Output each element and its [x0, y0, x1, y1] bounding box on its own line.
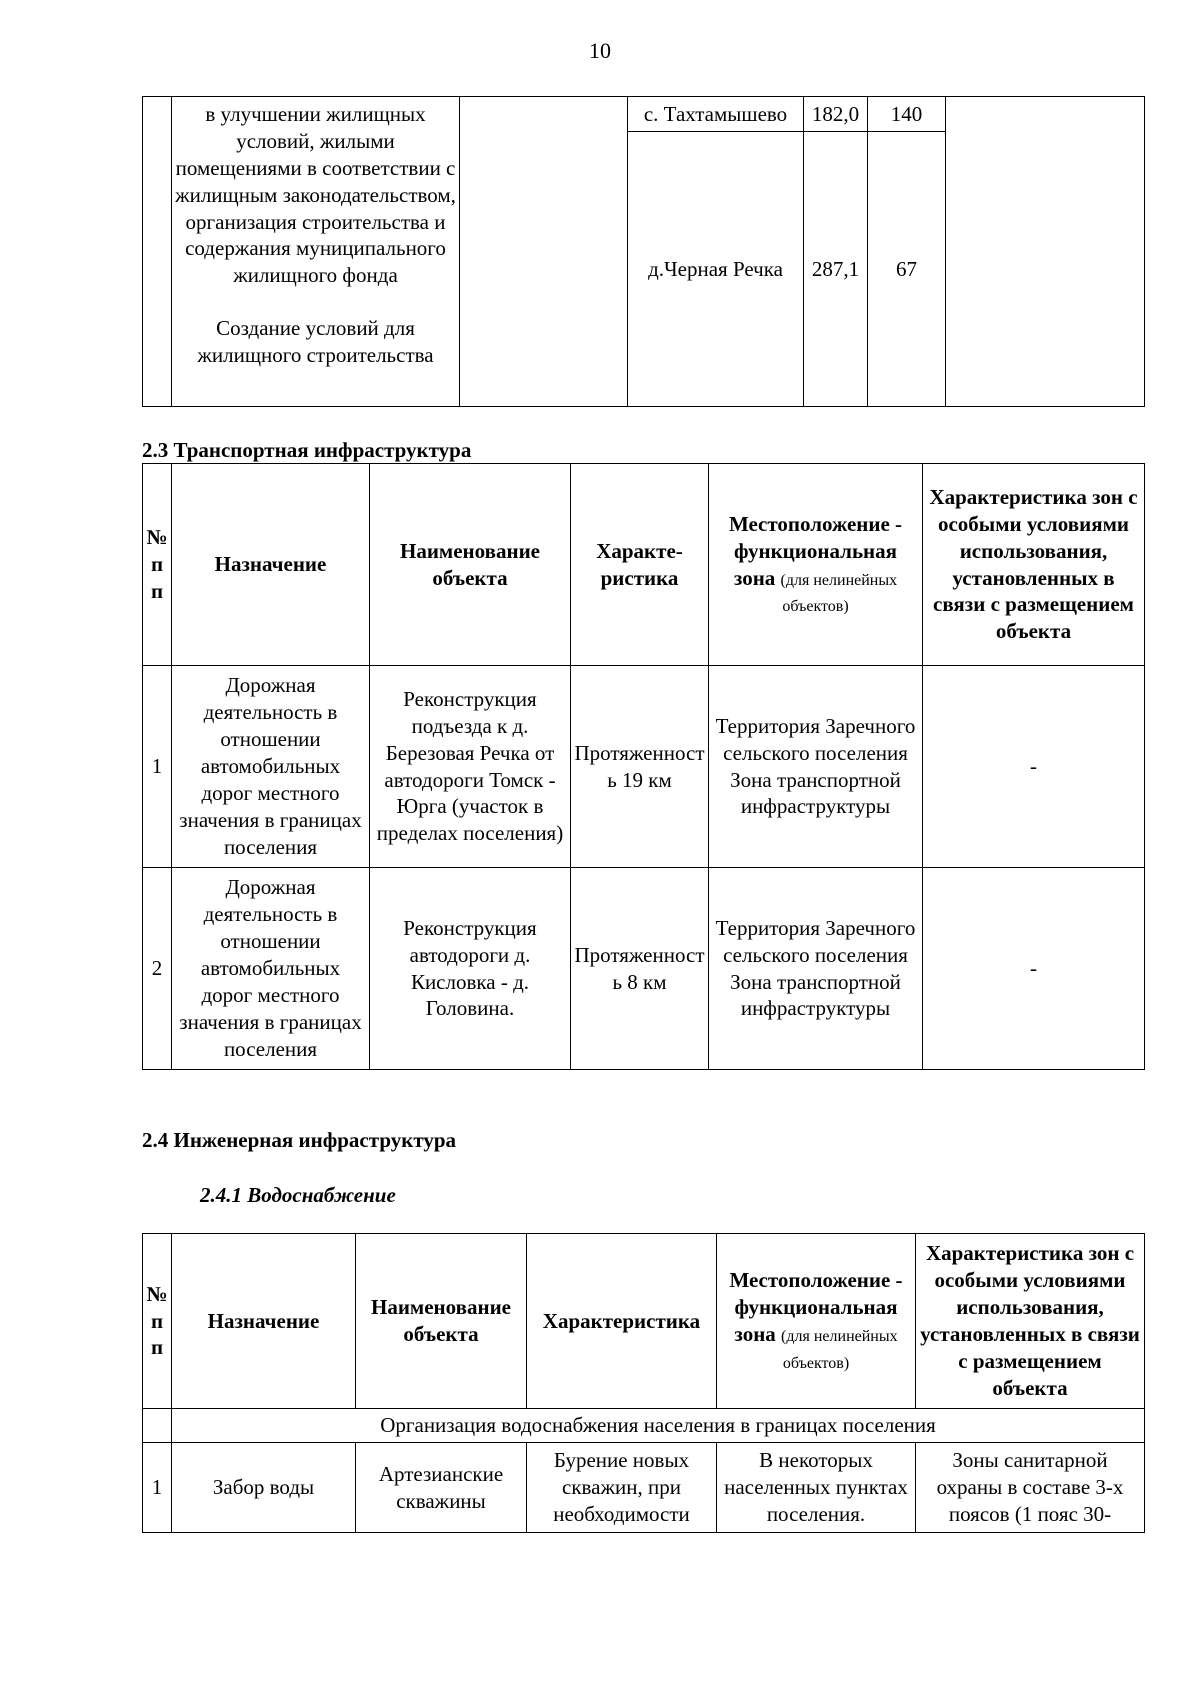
place-cell: с. Тахтамышево: [628, 97, 804, 132]
header-num: № пп: [143, 1234, 172, 1409]
header-zones: Характеристика зон с особыми условиями использования, установленных в связи с размещением объекта: [923, 464, 1145, 666]
header-location-note: (для нелинейных объектов): [780, 571, 898, 616]
num-cell: 1: [143, 1443, 172, 1533]
num-cell: [143, 1409, 172, 1443]
table-row: [143, 1443, 1145, 1533]
value-cell: 287,1: [804, 132, 868, 407]
num-cell: 2: [143, 868, 172, 1070]
table-row: [143, 868, 1145, 1070]
location-cell: Территория Заречного сельского поселения Зона транспортной инфраструктуры: [709, 868, 923, 1070]
object-cell: Реконструкция подъезда к д. Березовая Речка от автодороги Томск - Юрга (участок в пределах поселения): [370, 666, 571, 868]
num-cell: 1: [143, 666, 172, 868]
purpose-cell: Забор воды: [172, 1443, 356, 1533]
table-row: [143, 666, 1145, 868]
zones-cell: [946, 97, 1145, 407]
header-zones: Характеристика зон с особыми условиями использования, установленных в связи с размещением объекта: [916, 1234, 1145, 1409]
header-location-text: Местоположение - функциональная зона: [728, 511, 903, 590]
water-table: [142, 1233, 1145, 1533]
housing-table: [142, 96, 1145, 407]
purpose-text: в улучшении жилищных условий, жилыми помещениями в соответствии с жилищным законодательством, организация строительства и содержания муниципального жилищного фонда: [175, 102, 456, 288]
zones-cell: -: [923, 666, 1145, 868]
value-cell: 140: [868, 97, 946, 132]
section-2-4-1-title: 2.4.1 Водоснабжение: [200, 1183, 396, 1207]
header-location-note: (для нелинейных объектов): [781, 1328, 898, 1372]
header-object-name: Наименование объекта: [356, 1234, 527, 1409]
characteristic-cell: Протяженность 8 км: [571, 868, 709, 1070]
zones-cell: -: [923, 868, 1145, 1070]
group-row: Организация водоснабжения населения в границах поселения: [172, 1409, 1145, 1443]
num-cell: [143, 97, 172, 407]
object-cell: [460, 97, 628, 407]
header-location: [709, 464, 923, 666]
section-2-4-title: 2.4 Инженерная инфраструктура: [142, 1128, 457, 1152]
location-cell: Территория Заречного сельского поселения Зона транспортной инфраструктуры: [709, 666, 923, 868]
purpose-cell: [172, 97, 460, 407]
transport-table: [142, 463, 1145, 1070]
header-location: [717, 1234, 916, 1409]
purpose-text: Создание условий для жилищного строительства: [197, 316, 434, 367]
value-cell: 182,0: [804, 97, 868, 132]
place-cell: д.Черная Речка: [628, 132, 804, 407]
object-cell: Артезианские скважины: [356, 1443, 527, 1533]
purpose-cell: Дорожная деятельность в отношении автомобильных дорог местного значения в границах поселения: [172, 868, 370, 1070]
characteristic-cell: Бурение новых скважин, при необходимости: [527, 1443, 717, 1533]
header-location-text: Местоположение - функциональная зона: [729, 1268, 903, 1346]
value-cell: 67: [868, 132, 946, 407]
header-num: № пп: [143, 464, 172, 666]
header-object-name: Наименование объекта: [370, 464, 571, 666]
header-characteristic: Характеристика: [527, 1234, 717, 1409]
characteristic-cell: Протяженность 19 км: [571, 666, 709, 868]
purpose-cell: Дорожная деятельность в отношении автомобильных дорог местного значения в границах поселения: [172, 666, 370, 868]
header-purpose: Назначение: [172, 464, 370, 666]
location-cell: В некоторых населенных пунктах поселения.: [717, 1443, 916, 1533]
header-characteristic: Характе-ристика: [571, 464, 709, 666]
header-purpose: Назначение: [172, 1234, 356, 1409]
page-number: 10: [589, 38, 611, 63]
zones-cell: Зоны санитарной охраны в составе 3-х поясов (1 пояс 30-: [916, 1443, 1145, 1533]
object-cell: Реконструкция автодороги д. Кисловка - д. Головина.: [370, 868, 571, 1070]
section-2-3-title: 2.3 Транспортная инфраструктура: [142, 438, 472, 462]
